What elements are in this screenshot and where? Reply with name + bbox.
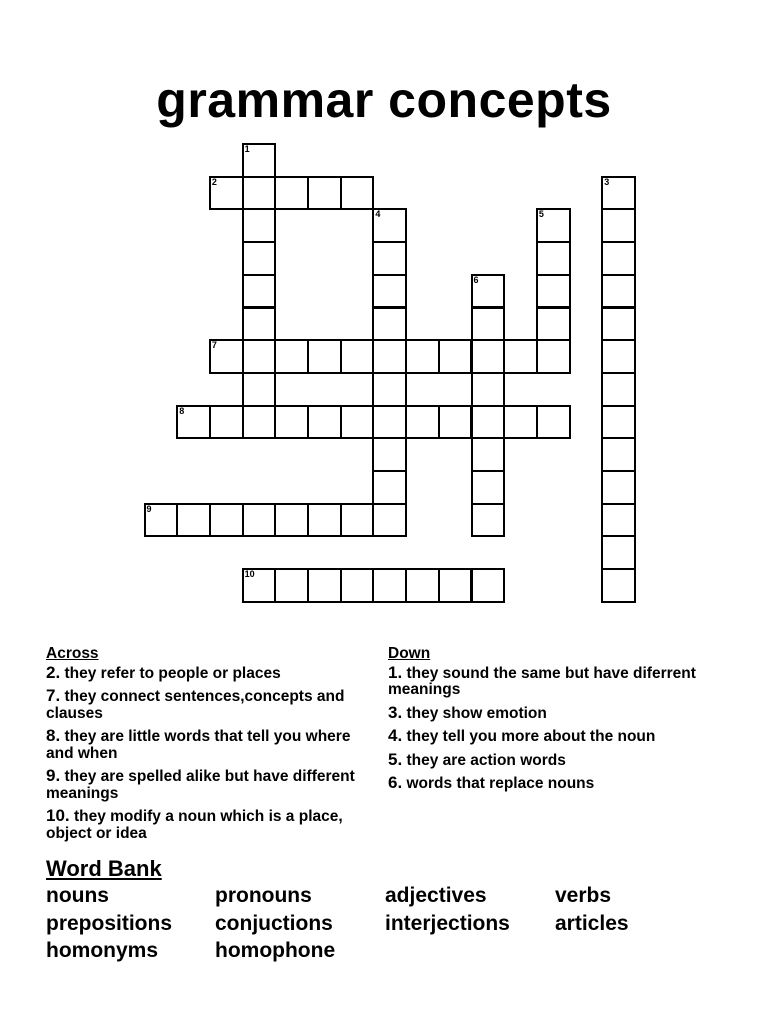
grid-cell[interactable] xyxy=(601,176,636,211)
grid-cell[interactable] xyxy=(601,274,636,309)
grid-cell[interactable] xyxy=(209,405,244,440)
grid-cell[interactable] xyxy=(503,339,538,374)
clue-text: they tell you more about the noun xyxy=(402,728,656,745)
grid-cell[interactable] xyxy=(438,405,473,440)
down-clues xyxy=(388,646,708,799)
grid-cell[interactable] xyxy=(601,437,636,472)
word-bank-item: nouns xyxy=(46,884,109,907)
grid-cell[interactable] xyxy=(307,176,342,211)
grid-cell[interactable] xyxy=(405,568,440,603)
grid-cell[interactable] xyxy=(471,503,506,538)
grid-cell[interactable] xyxy=(340,568,375,603)
grid-cell[interactable] xyxy=(405,405,440,440)
word-bank-item: pronouns xyxy=(215,884,312,907)
grid-cell[interactable] xyxy=(438,339,473,374)
grid-cell[interactable] xyxy=(242,208,277,243)
grid-cell[interactable] xyxy=(471,274,506,309)
clue-text: they refer to people or places xyxy=(60,664,281,682)
across-clues xyxy=(46,646,376,848)
grid-cell[interactable] xyxy=(601,208,636,243)
grid-cell[interactable] xyxy=(471,405,506,440)
grid-cell[interactable] xyxy=(242,241,277,276)
clue-text: they modify a noun which is a place, object or idea xyxy=(46,808,343,842)
grid-cell[interactable] xyxy=(471,437,506,472)
grid-cell[interactable] xyxy=(274,405,309,440)
clue-number: 6. xyxy=(388,773,403,792)
grid-cell[interactable] xyxy=(372,405,407,440)
clue-number: 3. xyxy=(388,702,403,722)
clue-number: 2. xyxy=(46,662,61,682)
grid-cell[interactable] xyxy=(242,503,277,538)
grid-cell[interactable] xyxy=(601,372,636,407)
cell-number: 6 xyxy=(473,274,479,285)
cell-number: 8 xyxy=(179,405,185,416)
down-heading: Down xyxy=(388,645,431,662)
across-clue xyxy=(46,688,376,722)
word-bank xyxy=(46,884,675,967)
grid-cell[interactable] xyxy=(372,307,407,342)
grid-cell[interactable] xyxy=(242,274,277,309)
grid-cell[interactable] xyxy=(307,568,342,603)
grid-cell[interactable] xyxy=(144,503,179,538)
grid-cell[interactable] xyxy=(372,568,407,603)
clue-number: 5. xyxy=(388,749,403,769)
grid-cell[interactable] xyxy=(209,176,244,211)
grid-cell[interactable] xyxy=(242,176,277,211)
word-bank-item: articles xyxy=(555,911,629,935)
grid-cell[interactable] xyxy=(209,339,244,374)
clue-text: words that replace nouns xyxy=(402,775,595,792)
grid-cell[interactable] xyxy=(340,405,375,440)
grid-cell[interactable] xyxy=(536,307,571,342)
grid-cell[interactable] xyxy=(372,437,407,472)
grid-cell[interactable] xyxy=(274,339,309,374)
grid-cell[interactable] xyxy=(372,241,407,276)
grid-cell[interactable] xyxy=(405,339,440,374)
across-clue xyxy=(46,728,376,762)
grid-cell[interactable] xyxy=(242,405,277,440)
grid-cell[interactable] xyxy=(536,405,571,440)
grid-cell[interactable] xyxy=(372,503,407,538)
grid-cell[interactable] xyxy=(601,405,636,440)
clue-text: they show emotion xyxy=(402,704,547,722)
page-title: grammar concepts xyxy=(156,72,612,128)
cell-number: 9 xyxy=(146,503,152,514)
cell-number: 4 xyxy=(375,209,381,220)
clue-text: they are little words that tell you where and when xyxy=(46,728,351,762)
cell-number: 1 xyxy=(244,144,250,154)
grid-cell[interactable] xyxy=(536,274,571,309)
grid-cell[interactable] xyxy=(340,176,375,211)
grid-cell[interactable] xyxy=(601,503,636,538)
cell-number: 2 xyxy=(211,176,217,187)
down-clue xyxy=(388,728,708,746)
grid-cell[interactable] xyxy=(242,339,277,374)
word-bank-item: homophone xyxy=(215,939,336,962)
word-bank-item: homonyms xyxy=(46,939,159,962)
clue-number: 10. xyxy=(46,806,70,825)
grid-cell[interactable] xyxy=(601,568,636,603)
grid-cell[interactable] xyxy=(536,339,571,374)
grid-cell[interactable] xyxy=(307,405,342,440)
grid-cell[interactable] xyxy=(601,339,636,374)
grid-cell[interactable] xyxy=(438,568,473,603)
grid-cell[interactable] xyxy=(601,470,636,505)
clue-number: 1. xyxy=(388,662,403,682)
cell-number: 7 xyxy=(211,340,217,351)
clue-number: 8. xyxy=(46,726,61,745)
grid-cell[interactable] xyxy=(307,503,342,538)
clue-text: they connect sentences,concepts and clauses xyxy=(46,688,345,722)
clue-text: they are action words xyxy=(402,751,566,769)
word-bank-item: interjections xyxy=(385,911,510,935)
grid-cell[interactable] xyxy=(274,176,309,211)
grid-cell[interactable] xyxy=(536,208,571,243)
grid-cell[interactable] xyxy=(307,339,342,374)
grid-cell[interactable] xyxy=(340,339,375,374)
grid-cell[interactable] xyxy=(274,568,309,603)
grid-cell[interactable] xyxy=(372,372,407,407)
cell-number: 3 xyxy=(604,176,610,187)
across-clue xyxy=(46,768,376,802)
clue-number: 9. xyxy=(46,766,61,785)
word-bank-item: verbs xyxy=(555,884,612,907)
grid-cell[interactable] xyxy=(209,503,244,538)
grid-cell[interactable] xyxy=(471,568,506,603)
down-clue xyxy=(388,749,708,770)
down-clue xyxy=(388,702,708,723)
word-bank-item: adjectives xyxy=(385,884,487,907)
down-clue xyxy=(388,775,708,793)
grid-cell[interactable] xyxy=(471,307,506,342)
word-bank-item: prepositions xyxy=(46,911,173,935)
grid-cell[interactable] xyxy=(242,307,277,342)
grid-cell[interactable] xyxy=(372,339,407,374)
grid-cell[interactable] xyxy=(340,503,375,538)
grid-cell[interactable] xyxy=(242,568,277,603)
grid-cell[interactable] xyxy=(601,535,636,570)
grid-cell[interactable] xyxy=(176,503,211,538)
cell-number: 5 xyxy=(538,209,544,220)
grid-cell[interactable] xyxy=(372,274,407,309)
grid-cell[interactable] xyxy=(242,143,277,178)
across-heading: Across xyxy=(46,645,99,662)
across-clue xyxy=(46,662,376,683)
grid-cell[interactable] xyxy=(601,241,636,276)
grid-cell[interactable] xyxy=(372,208,407,243)
grid-cell[interactable] xyxy=(471,470,506,505)
grid-cell[interactable] xyxy=(176,405,211,440)
grid-cell[interactable] xyxy=(274,503,309,538)
grid-cell[interactable] xyxy=(536,241,571,276)
across-clue xyxy=(46,808,376,842)
grid-cell[interactable] xyxy=(601,307,636,342)
clue-text: they are spelled alike but have different meanings xyxy=(46,768,355,802)
word-bank-item: conjuctions xyxy=(215,911,333,935)
grid-cell[interactable] xyxy=(471,339,506,374)
grid-cell[interactable] xyxy=(242,372,277,407)
word-bank-title: Word Bank xyxy=(46,856,162,881)
down-clue xyxy=(388,662,708,699)
cell-number: 10 xyxy=(244,569,255,580)
clue-number: 4. xyxy=(388,726,403,745)
grid-cell[interactable] xyxy=(372,470,407,505)
clue-number: 7. xyxy=(46,686,61,705)
grid-cell[interactable] xyxy=(471,372,506,407)
clue-text: they sound the same but have diferrent meanings xyxy=(388,664,696,698)
grid-cell[interactable] xyxy=(503,405,538,440)
